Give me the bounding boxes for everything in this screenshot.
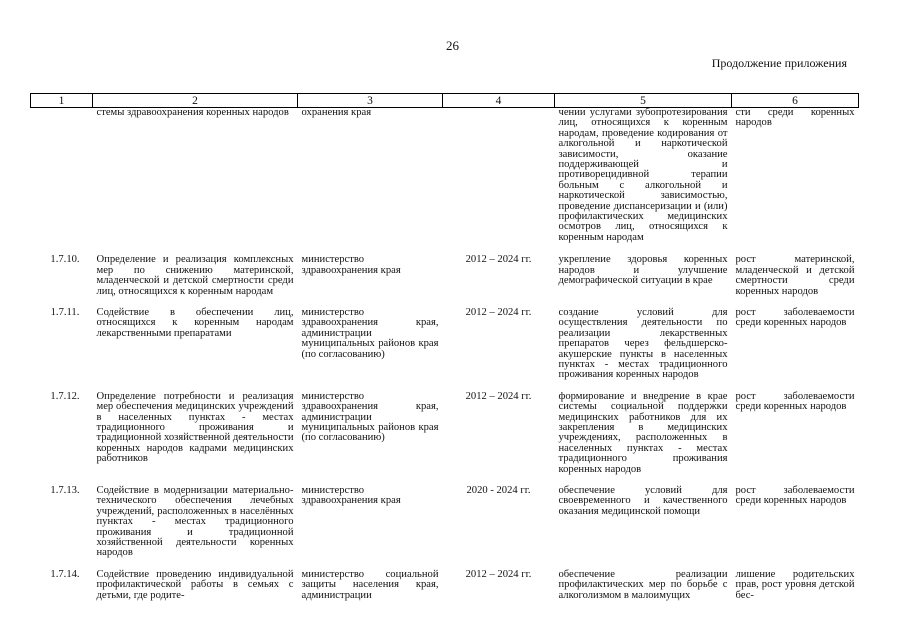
activity-cell: Содействие в обеспечении лиц, относящихся к коренным народам лекарственными препаратами	[96, 306, 294, 339]
activity-cell: Содействие проведению индивидуальной профилактической работы в семьях с детьми, где родите-	[96, 568, 294, 601]
term-cell: 2012 – 2024 гг.	[465, 390, 532, 402]
row-number: 1.7.14.	[50, 568, 80, 580]
page-number: 26	[446, 38, 459, 53]
activity-cell: Определение и реализация комплексных мер по снижению материнской, младенческой и детской смертности среди лиц, относящихся к коренным народам	[96, 254, 294, 297]
result-cell: создание условий для осуществления деятельности по реализации лекарственных препаратов через фельдшерско-акушерские пункты в населенных пунктах - местах традиционного проживания коренных народов	[558, 306, 728, 381]
term-cell: 2012 – 2024 гг.	[465, 254, 532, 266]
indicator-cell: сти среди коренных народов	[735, 107, 855, 129]
column-header-4: 4	[443, 94, 555, 108]
table-row	[31, 308, 859, 392]
result-cell: обеспечение условий для своевременного и качественного оказания медицинской помощи	[558, 485, 728, 517]
executor-cell: министерство здравоохранения края	[301, 485, 401, 507]
row-number	[31, 108, 93, 256]
executor-cell: министерство социальной защиты населения края, администрации	[301, 568, 439, 601]
result-cell: укрепление здоровья коренных народов и улучшение демографической ситуации в крае	[558, 254, 728, 287]
activity-cell: Содействие в модернизации материально-технического обеспечения лечебных учреждений, расположенных в населённых пунктах - местах традиционного проживания и традиционной хозяйственной деятельности коренных народов	[96, 485, 294, 559]
column-header-row	[31, 94, 859, 108]
result-cell: формирование и внедрение в крае системы социальной поддержки медицинских работников для их закрепления в медицинских учреждениях, расположенных в населенных пунктах - местах традиционного проживания коренных народов	[558, 390, 728, 475]
column-header-1: 1	[31, 94, 93, 108]
table-row	[31, 392, 859, 486]
column-header-6: 6	[732, 94, 859, 108]
row-number: 1.7.12.	[50, 390, 80, 402]
column-header-5: 5	[555, 94, 732, 108]
result-cell: обеспечение реализации профилактических мер по борьбе с алкоголизмом в малоимущих	[558, 568, 728, 601]
result-cell: чении услугами зубопротезирования лиц, относящихся к коренным народам, проведение кодирования от алкогольной и наркотической зависимости, оказание поддерживающей и противорецидивной терапии больным с алкогольной и наркотической зависимостью, проведение диспансеризации и (или) профилактических медицинских осмотров лиц, относящихся к коренным народам	[558, 107, 728, 243]
indicator-cell: рост заболеваемости среди коренных народов	[735, 485, 855, 507]
activity-cell: Определение потребности и реализация мер обеспечения медицинских учреждений в населенных пунктах - местах традиционного проживания и традиционной хозяйственной деятельности коренных народов кадрами медицинских работников	[96, 390, 294, 465]
table-row	[31, 486, 859, 570]
table-row	[31, 570, 859, 612]
continuation-note: Продолжение приложения	[711, 56, 847, 70]
term-cell	[443, 108, 555, 256]
table-row	[31, 255, 859, 308]
term-cell: 2012 – 2024 гг.	[465, 306, 532, 318]
executor-cell: министерство здравоохранения края	[301, 254, 401, 276]
executor-cell: охранения края	[301, 107, 372, 118]
column-header-2: 2	[93, 94, 298, 108]
executor-cell: министерство здравоохранения края, администрации муниципальных районов края (по согласованию)	[301, 390, 439, 444]
column-header-3: 3	[298, 94, 443, 108]
executor-cell: министерство здравоохранения края, администрации муниципальных районов края (по согласованию)	[301, 306, 439, 360]
measures-table	[30, 93, 859, 612]
indicator-cell: лишение родительских прав, рост уровня детской бес-	[735, 568, 855, 601]
term-cell: 2020 - 2024 гг.	[466, 485, 531, 496]
row-number: 1.7.10.	[50, 254, 80, 266]
indicator-cell: рост заболеваемости среди коренных народов	[735, 306, 855, 329]
term-cell: 2012 – 2024 гг.	[465, 568, 532, 580]
indicator-cell: рост заболеваемости среди коренных народов	[735, 390, 855, 413]
activity-cell: стемы здравоохранения коренных народов	[96, 107, 289, 118]
row-number: 1.7.11.	[50, 306, 80, 318]
row-number: 1.7.13.	[50, 485, 80, 496]
table-row	[31, 108, 859, 256]
indicator-cell: рост материнской, младенческой и детской смертности среди коренных народов	[735, 254, 855, 297]
